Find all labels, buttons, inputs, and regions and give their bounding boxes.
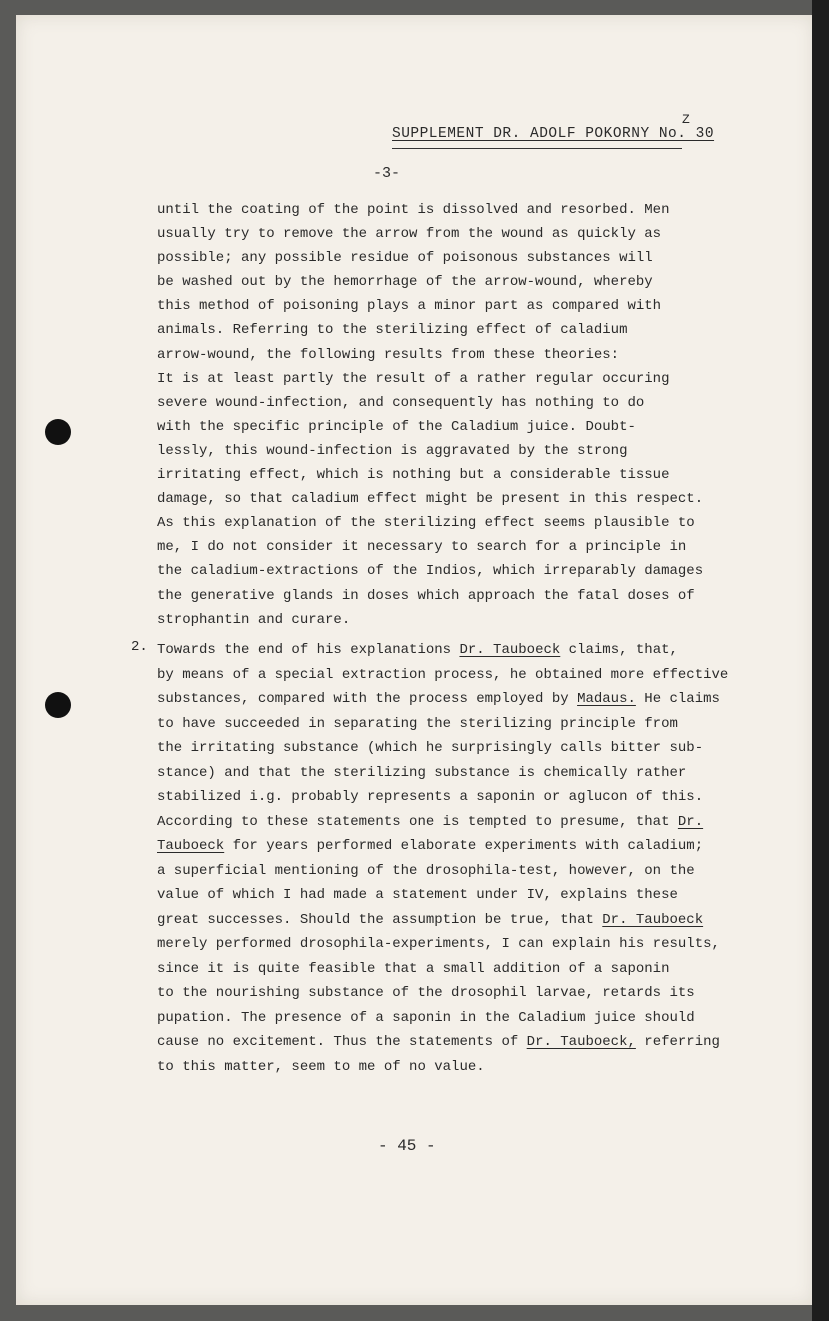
body-line: As this explanation of the sterilizing effect seems plausible to: [157, 515, 695, 532]
body-line: this method of poisoning plays a minor part as compared with: [157, 298, 662, 315]
page-marker: -3-: [373, 165, 401, 182]
item-line: value of which I had made a statement under IV, explains these: [157, 887, 678, 903]
body-line: irritating effect, which is nothing but a considerable tissue: [157, 467, 670, 484]
body-paragraph: [157, 198, 757, 632]
item-line: Towards the end of his explanations Dr. Tauboeck claims, that,: [157, 642, 678, 658]
item-line: stabilized i.g. probably represents a saponin or aglucon of this.: [157, 789, 704, 805]
body-line: animals. Referring to the sterilizing effect of caladium: [157, 322, 628, 339]
item-line: to this matter, seem to me of no value.: [157, 1058, 485, 1075]
name-underlined: Madaus.: [577, 691, 636, 707]
body-line: until the coating of the point is dissolved and resorbed. Men: [157, 202, 670, 218]
name-underlined: Tauboeck: [157, 838, 225, 854]
body-line: the generative glands in doses which approach the fatal doses of: [157, 587, 695, 604]
punch-hole-upper: [45, 419, 71, 445]
item-line: to have succeeded in separating the sterilizing principle from: [157, 715, 678, 732]
name-underlined: Dr. Tauboeck: [602, 911, 704, 928]
body-line: me, I do not consider it necessary to search for a principle in: [157, 539, 687, 556]
item-line: pupation. The presence of a saponin in the Caladium juice should: [157, 1009, 695, 1026]
body-line: strophantin and curare.: [157, 611, 351, 628]
item-line: substances, compared with the process employed by Madaus. He claims: [157, 691, 720, 707]
item-line: great successes. Should the assumption be true, that Dr. Tauboeck: [157, 911, 704, 928]
item-line: the irritating substance (which he surprisingly calls bitter sub-: [157, 740, 704, 756]
item-line: According to these statements one is tempted to presume, that Dr.: [157, 813, 704, 830]
body-line: with the specific principle of the Caladium juice. Doubt-: [157, 418, 636, 435]
body-line: usually try to remove the arrow from the wound as quickly as: [157, 226, 662, 243]
overwrite-mark: Z: [682, 112, 691, 127]
body-line: the caladium-extractions of the Indios, which irreparably damages: [157, 563, 704, 580]
name-underlined: Dr.: [677, 813, 704, 830]
name-underlined: Dr. Tauboeck,: [526, 1034, 636, 1050]
name-underlined: Dr. Tauboeck: [459, 642, 561, 658]
body-line: severe wound-infection, and consequently has nothing to do: [157, 394, 645, 411]
body-line: be washed out by the hemorrhage of the arrow-wound, whereby: [157, 274, 653, 291]
item-line: to the nourishing substance of the drosophil larvae, retards its: [157, 985, 695, 1001]
body-line: arrow-wound, the following results from these theories:: [157, 346, 620, 363]
item-line: cause no excitement. Thus the statements of Dr. Tauboeck, referring: [157, 1034, 720, 1050]
punch-hole-lower: [45, 692, 71, 718]
title-double-underline: [392, 148, 682, 149]
item-line: Tauboeck for years performed elaborate experiments with caladium;: [157, 838, 704, 854]
body-line: It is at least partly the result of a rather regular occuring: [157, 370, 670, 387]
body-line: lessly, this wound-infection is aggravated by the strong: [157, 442, 628, 459]
supplement-title-text: SUPPLEMENT DR. ADOLF POKORNY No. 30: [392, 126, 715, 142]
item-line: a superficial mentioning of the drosophila-test, however, on the: [157, 862, 695, 879]
item-line: since it is quite feasible that a small addition of a saponin: [157, 960, 670, 977]
scan-edge: [812, 0, 829, 1321]
body-line: possible; any possible residue of poisonous substances will: [157, 250, 653, 267]
item-line: stance) and that the sterilizing substance is chemically rather: [157, 764, 687, 781]
item-line: merely performed drosophila-experiments, I can explain his results,: [157, 936, 720, 952]
body-line: damage, so that caladium effect might be present in this respect.: [157, 491, 704, 508]
supplement-title: [392, 112, 715, 142]
footer-page-number: - 45 -: [378, 1137, 436, 1155]
item-number: 2.: [131, 639, 148, 655]
item-line: by means of a special extraction process, he obtained more effective: [157, 666, 729, 683]
item-2-paragraph: [157, 638, 757, 1079]
